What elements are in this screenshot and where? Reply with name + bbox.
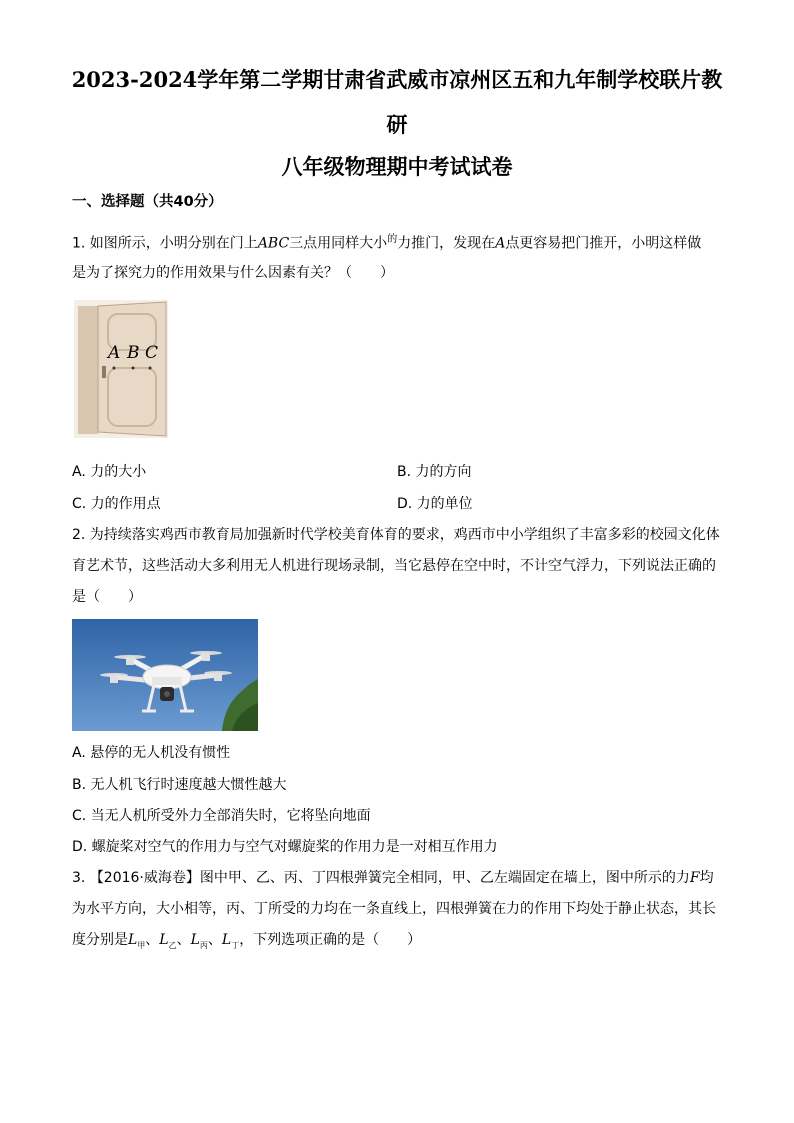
- q3-sep-3: 、: [207, 932, 222, 948]
- q2-option-d[interactable]: D. 螺旋桨对空气的作用力与空气对螺旋桨的作用力是一对相互作用力: [72, 839, 498, 855]
- q1-option-c[interactable]: C. 力的作用点: [72, 496, 161, 512]
- drone-motor-3: [110, 675, 118, 683]
- q3-sub-ding: 丁: [231, 940, 240, 950]
- q3-sub-bing: 丙: [199, 940, 208, 950]
- q1-var-abc: ABC: [257, 235, 290, 252]
- door-handle: [102, 366, 106, 378]
- drone-lens: [164, 691, 170, 697]
- q1-text-c: 力推门，发现在: [397, 235, 496, 252]
- q1-option-a[interactable]: A. 力的大小: [72, 464, 147, 480]
- q1-stem-line1: [72, 230, 701, 254]
- q2-stem-line3: 是（ ）: [72, 589, 142, 605]
- exam-title-line3: 八年级物理期中考试试卷: [281, 154, 513, 179]
- q2-option-c[interactable]: C. 当无人机所受外力全部消失时，它将坠向地面: [72, 808, 371, 824]
- door-label-a: A: [108, 343, 121, 363]
- door-point-a: [113, 367, 116, 370]
- q3-l-bing: L: [190, 932, 200, 948]
- exam-title-line1: 2023-2024学年第二学期甘肃省武威市凉州区五和九年制学校联片教: [71, 67, 723, 92]
- drone-motor-2: [202, 653, 210, 661]
- exam-title-line2: 研: [386, 112, 408, 137]
- q3-sep-2: 、: [176, 932, 191, 948]
- q1-text-a: 1. 如图所示，小明分别在门上: [72, 235, 258, 252]
- q3-text-a: 3. 【2016·威海卷】图中甲、乙、丙、丁四根弹簧完全相同，甲、乙左端固定在墙上，图中所示的力: [72, 870, 690, 886]
- q3-sub-yi: 乙: [168, 940, 177, 950]
- q2-stem-line1: 2. 为持续落实鸡西市教育局加强新时代学校美育体育的要求，鸡西市中小学组织了丰富多彩的校园文化体: [72, 527, 720, 543]
- door-point-b: [132, 367, 135, 370]
- q3-var-f: F: [689, 870, 700, 886]
- q2-stem-line2: 育艺术节，这些活动大多利用无人机进行现场录制，当它悬停在空中时，不计空气浮力，下列说法正确的: [72, 558, 716, 574]
- q3-text-d: ，下列选项正确的是（ ）: [239, 932, 422, 948]
- q1-stem-line2: 是为了探究力的作用效果与什么因素有关？（ ）: [72, 265, 394, 281]
- q3-text-b: 均: [699, 870, 714, 886]
- door-figure: [74, 300, 170, 438]
- q1-sup: 的: [387, 234, 398, 245]
- door-edge: [168, 300, 170, 438]
- q1-text-d: 点更容易把门推开，小明这样做: [505, 235, 702, 252]
- q3-l-jia: L: [128, 932, 138, 948]
- section-heading-choice: 一、选择题（共40分）: [72, 194, 223, 210]
- drone-motor-4: [214, 673, 222, 681]
- door-point-c: [149, 367, 152, 370]
- q2-option-b[interactable]: B. 无人机飞行时速度越大惯性越大: [72, 777, 287, 793]
- drone-body-base: [152, 677, 182, 685]
- door-frame: [78, 306, 98, 434]
- q1-option-b[interactable]: B. 力的方向: [397, 464, 472, 480]
- q3-sep-1: 、: [145, 932, 160, 948]
- q3-l-ding: L: [221, 932, 232, 948]
- q3-stem-line2: 为水平方向，大小相等，丙、丁所受的力均在一条直线上，四根弹簧在力的作用下均处于静止状态，其长: [72, 901, 716, 917]
- drone-figure: [72, 619, 258, 731]
- door-label-c: C: [145, 343, 159, 363]
- q1-var-a: A: [495, 235, 506, 252]
- q2-option-a[interactable]: A. 悬停的无人机没有惯性: [72, 745, 231, 761]
- q1-text-b: 三点用同样大小: [289, 235, 388, 252]
- drone-motor-1: [126, 657, 134, 665]
- door-label-b: B: [127, 343, 140, 363]
- q3-text-c: 度分别是: [72, 932, 128, 948]
- q3-stem-line3: [72, 930, 421, 956]
- q3-stem-line1: [72, 868, 714, 888]
- q3-sub-jia: 甲: [137, 940, 146, 950]
- q1-option-d[interactable]: D. 力的单位: [397, 496, 473, 512]
- q3-l-yi: L: [159, 932, 169, 948]
